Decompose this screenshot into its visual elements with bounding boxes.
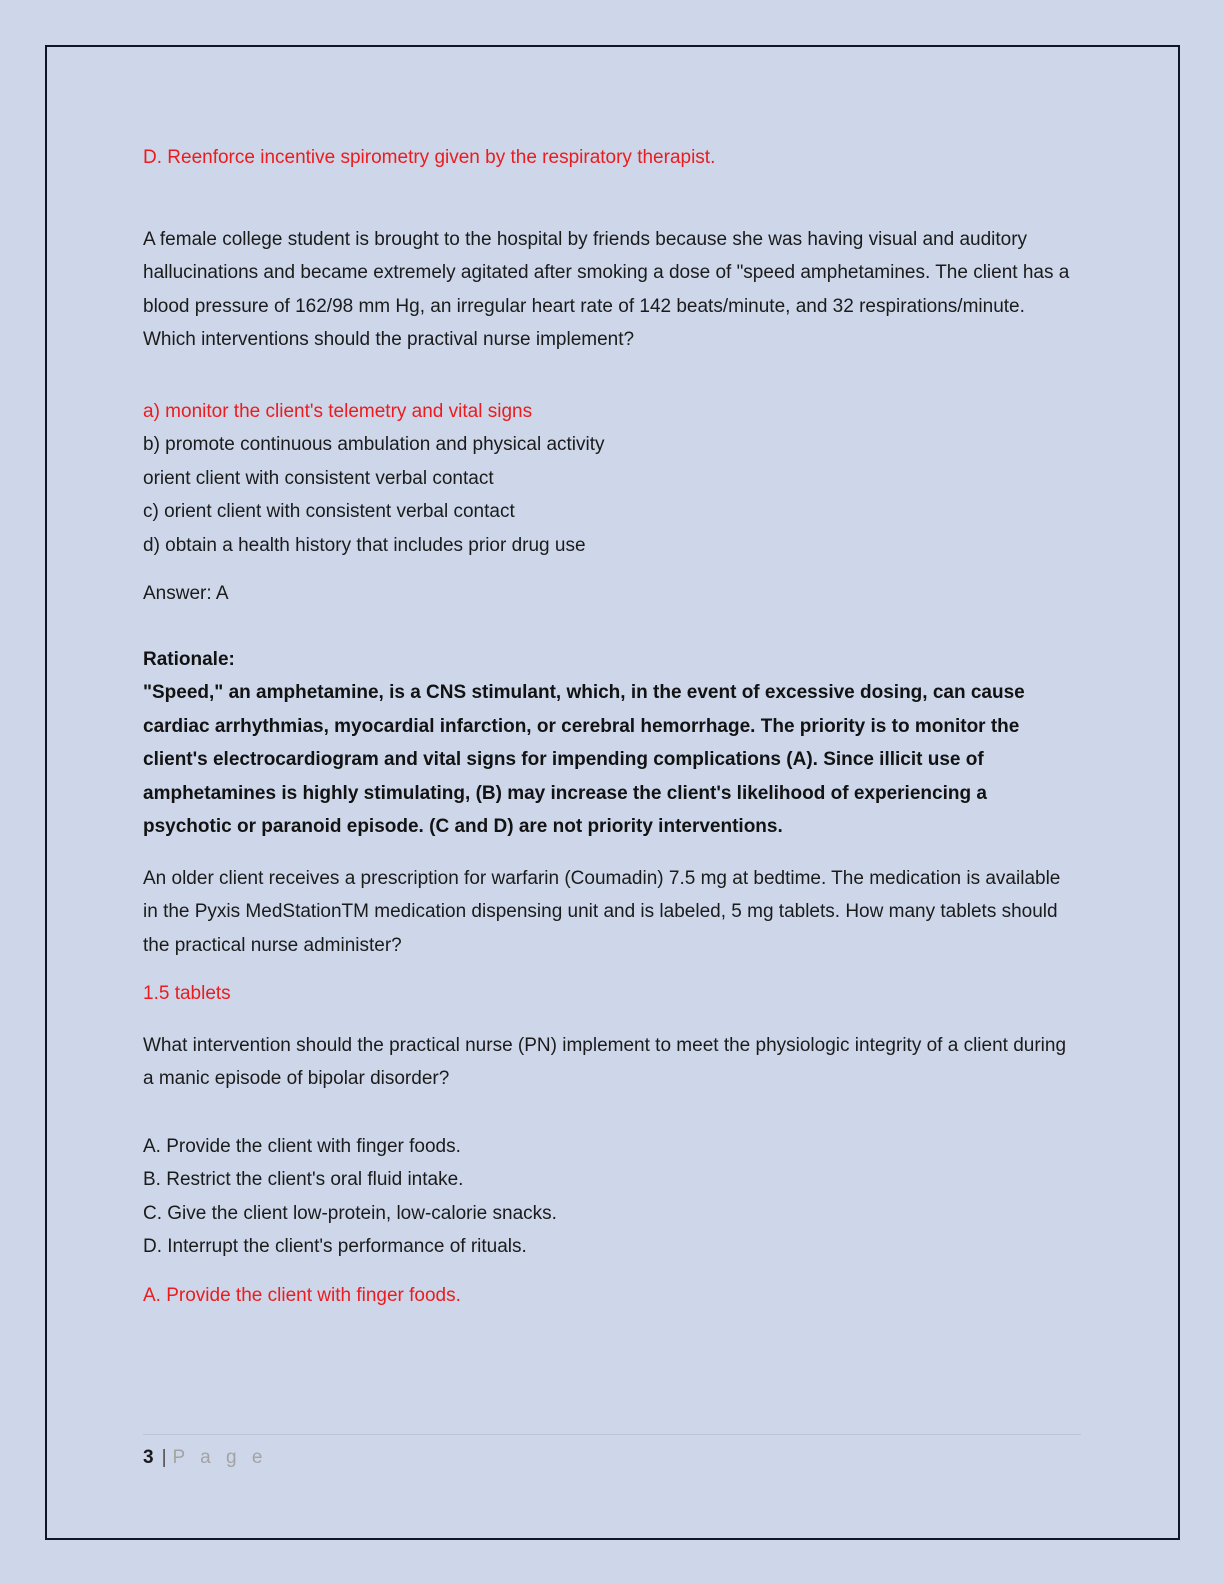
- question-warfarin: An older client receives a prescription for warfarin (Coumadin) 7.5 mg at bedtime. The medication is available in the Pyxis MedStationTM medication dispensing unit and is labeled, 5 mg tablets. How many tablets should the practical nurse administer?: [143, 867, 1061, 956]
- option-b-fluid-intake: B. Restrict the client's oral fluid intake.: [143, 1169, 464, 1190]
- option-orient-duplicate: orient client with consistent verbal contact: [143, 467, 494, 489]
- document-body: [143, 141, 1071, 1312]
- question-bipolar: What intervention should the practical nurse (PN) implement to meet the physiologic integrity of a client during a manic episode of bipolar disorder?: [143, 1034, 1067, 1089]
- option-c-snacks: C. Give the client low-protein, low-calorie snacks.: [143, 1202, 557, 1224]
- option-c-orient: c) orient client with consistent verbal contact: [143, 501, 515, 522]
- page-number: 3: [143, 1447, 154, 1468]
- option-b-ambulation: b) promote continuous ambulation and physical activity: [143, 434, 605, 455]
- answer-finger-foods: A. Provide the client with finger foods.: [143, 1284, 461, 1306]
- rationale-paragraph: "Speed," an amphetamine, is a CNS stimulant, which, in the event of excessive dosing, can cause cardiac arrhythmias, myocardial infarction, or cerebral hemorrhage. The priority is to monitor the client's electrocardiogram and vital signs for impending complications (A). Since illicit use of amphetamines is highly stimulating, (B) may increase the client's likelihood of experiencing a psychotic or paranoid episode. (C and D) are not priority interventions.: [143, 682, 1025, 837]
- answer-line-spirometry: D. Reenforce incentive spirometry given by the respiratory therapist.: [143, 147, 716, 168]
- question-amphetamines: A female college student is brought to the hospital by friends because she was having visual and auditory hallucinations and became extremely agitated after smoking a dose of "speed amphetamines. The client has a blood pressure of 162/98 mm Hg, an irregular heart rate of 142 beats/minute, and 32 respirations/minute. Which interventions should the practival nurse implement?: [143, 228, 1070, 350]
- rationale-heading: Rationale:: [143, 648, 235, 670]
- option-a-telemetry: a) monitor the client's telemetry and vital signs: [143, 400, 533, 422]
- page-footer: [143, 1434, 1081, 1472]
- answer-tablets: 1.5 tablets: [143, 983, 231, 1004]
- footer-page-label: P a g e: [172, 1447, 268, 1468]
- option-d-health-history: d) obtain a health history that includes prior drug use: [143, 534, 586, 556]
- footer-separator: |: [161, 1447, 167, 1468]
- option-a-finger-foods: A. Provide the client with finger foods.: [143, 1135, 461, 1157]
- answer-label: Answer: A: [143, 583, 229, 604]
- option-d-rituals: D. Interrupt the client's performance of rituals.: [143, 1236, 527, 1257]
